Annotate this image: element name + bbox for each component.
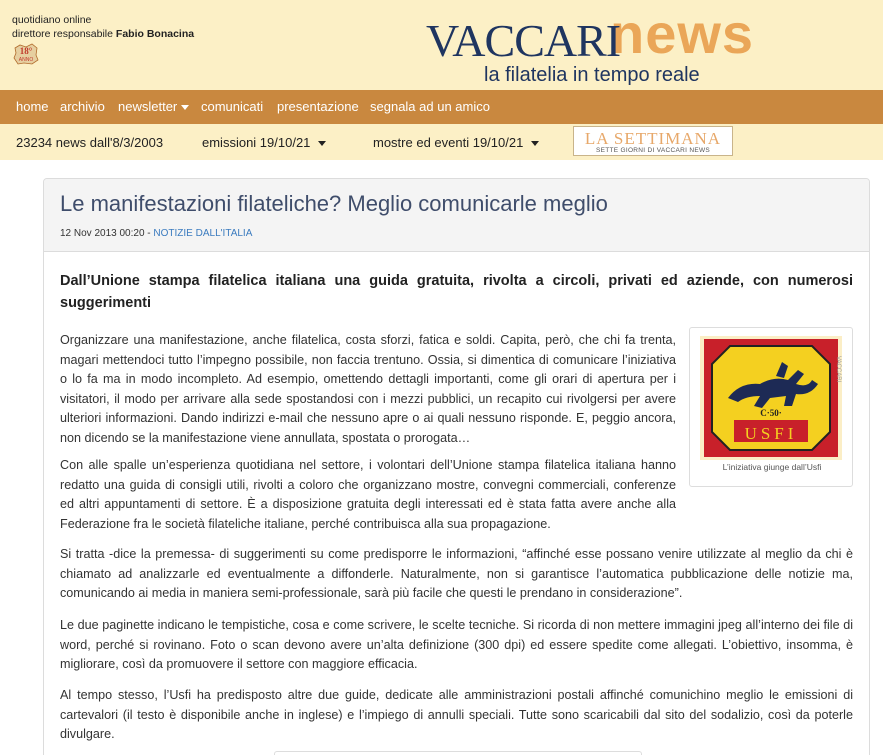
info-bar [0,124,883,160]
article-lead: Dall’Unione stampa filatelica italiana una guida gratuita, rivolta a circoli, privati ed aziende, con numerosi suggerimenti [60,273,853,311]
chevron-down-icon [318,141,326,146]
director-line [12,28,194,40]
nav-presentazione[interactable]: presentazione [277,99,359,114]
article-title: Le manifestazioni filateliche? Meglio comunicarle meglio [60,191,608,216]
article-meta [60,228,252,239]
usfi-stamp-image [700,336,842,460]
article-card [43,178,870,755]
logo-news-word: news [610,2,755,65]
article-date: 12 Nov 2013 00:20 - [60,228,154,239]
nav-newsletter-label: newsletter [118,99,178,114]
anniversary-badge-icon [12,42,40,66]
article-paragraph: Le due paginette indicano le tempistiche, cosa e come scrivere, le scelte tecniche. Si ricorda di non mettere immagini jpeg all’interno dei file di word, perché si rovinano. Foto o scan devono avere un’alta definizione (300 dpi) ed essere spedite come allegati. L’obiettivo, insomma, è migliorare, così da promuovere il settore con maggiore efficacia. [60,618,853,672]
nav-home[interactable]: home [16,99,49,114]
image-caption: L’iniziativa giunge dall’Usfi [722,462,822,472]
article-paragraph: Organizzare una manifestazione, anche filatelica, costa sforzi, fatica e soldi. Capita, però, che chi fa trenta, magari mettendoci tutto l’impegno possibile, non faccia trentuno. Ossia, si dimentica di comunicare l’iniziativa o lo fa ma in modo incompleto. Ad esempio, omettendo dettagli importanti, come gli orari di apertura per i visitatori, il modo per arrivare alla sede spostandosi con i mezzi pubblici, un recapito cui rivolgersi per avere ulteriori informazioni. Dando indirizzi e-mail che nessuno apre o ai quali nessuno risponde. E, peggio ancora, non dicendo se la manifestazione viene annullata, spostata o prorogata… [60,333,676,445]
article-header [44,179,869,252]
emissioni-label: emissioni 19/10/21 [202,135,311,150]
settimana-title: LA SETTIMANA [584,129,722,148]
nav-archivio[interactable]: archivio [60,99,105,114]
main-nav [0,90,883,124]
logo[interactable]: VACCARI [426,15,621,66]
settimana-subtitle: SETTE GIORNI DI VACCARI NEWS [595,147,711,154]
nav-comunicati[interactable]: comunicati [201,99,264,114]
next-section-box [274,751,642,755]
article-paragraph: Si tratta -dice la premessa- di suggerimenti su come predisporre le informazioni, “affinché esse possano venire utilizzate al meglio da chi è chiamato ad analizzarle ed eventualmente a diffonderle. Naturalmente, non si garantisce l’automatica pubblicazione delle notizie ma, comunicando ai media in maniera semi-professionale, sarà più facile che questi le prendano in considerazione”. [60,547,853,601]
article-image[interactable] [689,327,853,487]
svg-text:18°: 18° [19,46,33,56]
chevron-down-icon [181,105,189,110]
category-link[interactable]: NOTIZIE DALL'ITALIA [153,228,253,239]
news-count: 23234 news dall'8/3/2003 [16,135,164,150]
svg-text:ANNO: ANNO [18,57,34,63]
director-name: Fabio Bonacina [115,28,195,40]
site-tagline: quotidiano online [12,14,92,26]
article-paragraph: Con alle spalle un’esperienza quotidiana nel settore, i volontari dell’Unione stampa filatelica italiana hanno redatto una guida di consigli utili, rivolti a coloro che organizzano mostre, convegni commerciali, conferenze ed altri appuntamenti di settore. È a disposizione gratuita degli interessati ed è stata fatta avere anche alla Federazione fra le società filateliche italiane, perché contribuisca alla sua propagazione. [60,458,676,531]
stamp-value: C·50· [760,408,782,418]
director-label: direttore responsabile [12,28,116,40]
nav-newsletter[interactable] [118,99,189,114]
la-settimana-banner[interactable] [573,126,733,156]
emissioni-dropdown[interactable] [202,135,326,150]
nav-segnala[interactable]: segnala ad un amico [370,99,490,114]
logo-subtitle: la filatelia in tempo reale [484,64,700,86]
mostre-label: mostre ed eventi 19/10/21 [373,135,524,150]
site-header [0,0,883,90]
mostre-dropdown[interactable] [373,135,539,150]
article-paragraph: Al tempo stesso, l’Usfi ha predisposto altre due guide, dedicate alle amministrazioni postali affinché comunichino meglio le emissioni di cartevalori (il testo è disponibile anche in inglese) e l’impiego di annulli speciali. Tutte sono scaricabili dal sito del sodalizio, così da poterle divulgare. [60,688,853,742]
stamp-watermark: VACCARI [835,356,841,383]
chevron-down-icon [531,141,539,146]
stamp-text: USFI [744,424,798,443]
